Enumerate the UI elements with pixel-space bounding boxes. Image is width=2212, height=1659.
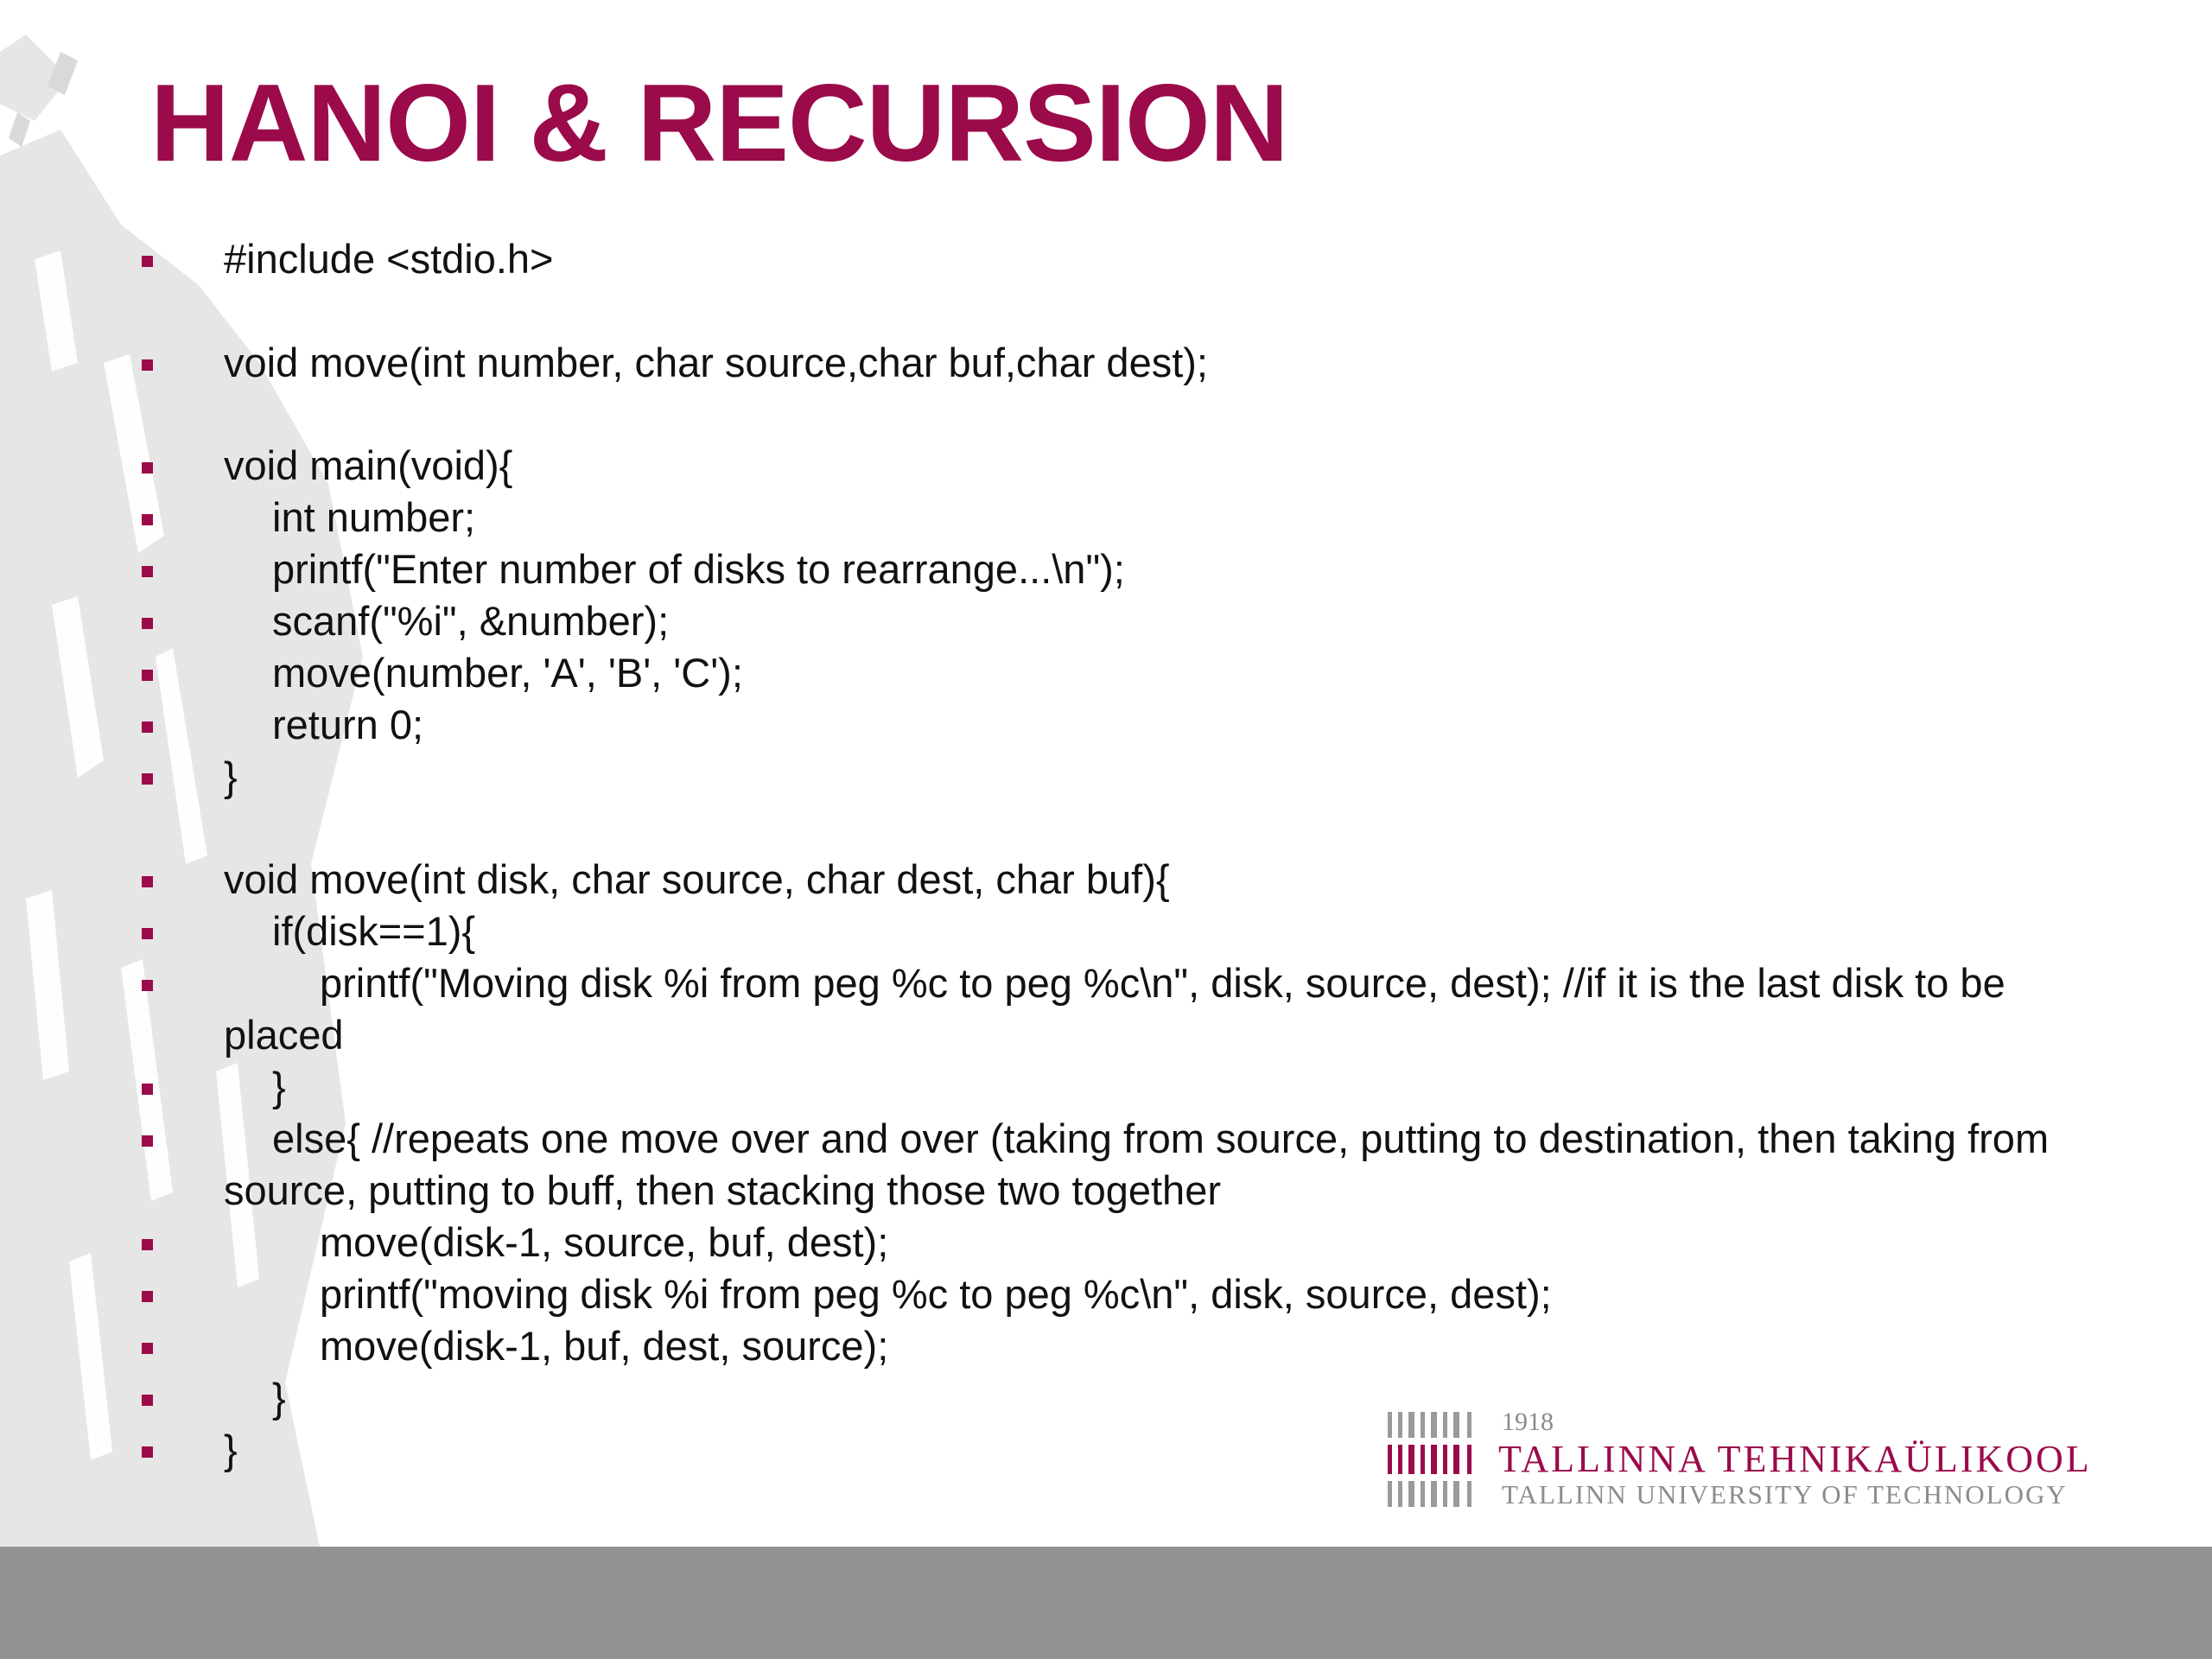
university-logo (1388, 1407, 2096, 1510)
code-line: else{ //repeats one move over and over (taking from source, putting to destination, then taking from (272, 1116, 2050, 1161)
code-line-continuation: placed (224, 1012, 344, 1058)
code-line: void move(int disk, char source, char dest, char buf){ (224, 856, 1170, 902)
code-line: } (272, 1064, 286, 1109)
logo-name: TALLINNA TEHNIKAÜLIKOOL (1498, 1438, 2092, 1480)
code-line: } (272, 1375, 286, 1421)
code-line: scanf("%i", &number); (272, 598, 670, 644)
bullet-marker (142, 1395, 153, 1406)
bullet-marker (142, 670, 153, 681)
bullet-marker (142, 1135, 153, 1147)
code-line: } (224, 1427, 238, 1472)
bullet-marker (142, 1446, 153, 1458)
code-line: void main(void){ (224, 442, 513, 488)
bullet-marker (142, 721, 153, 733)
slide-title: HANOI & RECURSION (150, 61, 1288, 184)
code-line: #include <stdio.h> (224, 236, 554, 282)
bullet-marker (142, 462, 153, 474)
code-line: move(disk-1, buf, dest, source); (320, 1323, 889, 1369)
bullet-marker (142, 1084, 153, 1095)
barcode-stripes-logo-icon (1388, 1412, 1478, 1507)
code-line-continuation: source, putting to buff, then stacking those two together (224, 1167, 1221, 1213)
logo-subtitle: TALLINN UNIVERSITY OF TECHNOLOGY (1502, 1479, 2068, 1510)
footer-bar (0, 1547, 2212, 1659)
bullet-marker (142, 876, 153, 887)
code-line: printf("moving disk %i from peg %c to peg %c\n", disk, source, dest); (320, 1271, 1552, 1317)
logo-year: 1918 (1502, 1408, 1554, 1436)
bullet-marker (142, 566, 153, 577)
code-line: } (224, 753, 238, 799)
bullet-marker (142, 1239, 153, 1250)
code-line: move(number, 'A', 'B', 'C'); (272, 650, 743, 696)
code-line: return 0; (272, 702, 424, 747)
bullet-marker (142, 256, 153, 267)
bullet-marker (142, 1291, 153, 1302)
code-line: move(disk-1, source, buf, dest); (320, 1219, 889, 1265)
bullet-marker (142, 980, 153, 991)
bullet-marker (142, 928, 153, 939)
code-line: printf("Moving disk %i from peg %c to peg %c\n", disk, source, dest); //if it is the last disk to be (320, 960, 2005, 1006)
code-line: int number; (272, 494, 476, 540)
code-line: printf("Enter number of disks to rearrange...\n"); (272, 546, 1125, 592)
code-line: if(disk==1){ (272, 908, 476, 954)
bullet-marker (142, 618, 153, 629)
bullet-marker (142, 359, 153, 371)
code-line: void move(int number, char source,char buf,char dest); (224, 340, 1208, 385)
bullet-marker (142, 1343, 153, 1354)
bullet-marker (142, 514, 153, 525)
bullet-marker (142, 773, 153, 785)
